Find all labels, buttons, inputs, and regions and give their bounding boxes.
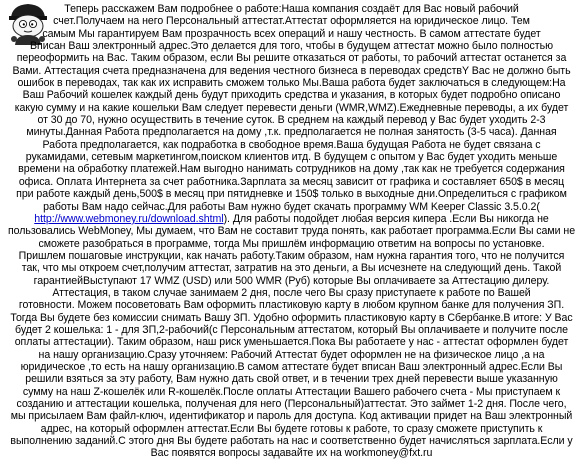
- text-line: будет 2 кошелька: 1 - для ЗП,2-рабочий(с Персональным аттестатом, который Вы оплачиваете и получите после: [15, 323, 568, 336]
- text-line: мы присылаем Вам файл-ключ, идентификатор и пароль для доступа. Код активации придет на Ваш электронный: [10, 410, 573, 423]
- text-line: от 30 до 70, нужно осуществить в течение суток. В среднем на каждый перевод у Вас будет уходить 2-3: [37, 114, 546, 127]
- text-line: Тогда Вы будете без комиссии снимать Вашу ЗП. Удобно оформить пластиковую карту в Сбербанке.В итоге: У Вас: [10, 311, 573, 324]
- text-line: Работа предполагается, как подработка в свободное время.Ваша будущая Работа не будет связана с: [42, 138, 541, 151]
- text-line: офиса. Оплата Интернета за счет работника.Зарплата за месяц зависит от графика и составляет 650$ в месяц: [18, 175, 565, 188]
- text-line: на нашу организацию.Сразу уточняем: Рабочий Аттестат будет оформлен не на физическое лицо ,а на: [38, 348, 545, 361]
- text-line: Пришлем пошаговые инструкции, как начать работу.Таким образом, нам нужна гарантия того, что не получится: [18, 249, 565, 262]
- text-line: сумму на наш Z-кошелёк или R-кошелёк.После оплаты Аттестации Вашего рабочего счета - Мы приступаем к: [22, 385, 561, 398]
- text-line: Вписан Ваш электронный адрес.Это делается для того, чтобы в будущем аттестат можно было полностью: [30, 40, 553, 53]
- text-line: юридическое ,то есть на нашу организацию.В самом аттестате будет вписан Ваш электронный адрес.Если Вы: [20, 360, 563, 373]
- text-line: Теперь расскажем Вам подробнее о работе:Наша компания создаёт для Вас новый рабочий: [64, 3, 519, 15]
- text-line: сможете разобраться в программе, тогда Мы пришлём информацию ответим на вопросы по установке.: [38, 237, 545, 250]
- text-line: Вами. Аттестация счета предназначена для ведения честного бизнеса в переводах средствY Вас не должно быть: [12, 64, 571, 77]
- text-line: готовности. Можем посоветовать Вам оформить пластиковую карту в любом крупном банке для получения ЗП.: [18, 299, 565, 312]
- text-line: пользовались WebMoney, Мы думаем, что Вам не составит труда понять, как работает программа.Если Вы сами не: [7, 225, 576, 238]
- text-line: минуты.Данная Работа предполагается на дому ,т.к. предполагается не полная занятость (3-5 часа). Данная: [26, 126, 557, 139]
- text-line: переоформить на Вас. Таким образом, если Вы решите отказаться от работы, то рабочий аттестат останется за: [16, 52, 567, 65]
- text-line: выполнению заданий.С этого дня Вы будете работать на нас и соответственно будет начисляться зарплата.Если у: [10, 435, 573, 448]
- text-line: гарантиейВыступают 17 WMZ (USD) или 500 WMR (Руб) которые Вы оплачиваете за Аттестацию дилеру.: [33, 274, 550, 287]
- text-line: Вас появятся вопросы задавайте их на workmoney@fxt.ru: [150, 447, 433, 460]
- text-line: Ваш Рабочий кошелек каждый день будут приходить средства и указания, в которых будет подробно описано: [22, 89, 561, 102]
- text-line: какую сумму и на какие кошельки Вам следует перевести деньги (WMR,WMZ).Ежедневные переводы, а их будет: [14, 101, 569, 114]
- text-line: Аттестация, в таком случае занимаем 2 дня, после чего Вы сразу приступаете к работе по Вашей: [52, 286, 531, 299]
- text-line: ошибок в переводах, так как их исправить сможем только Мы.Ваша работа будет заключаться в следующем:На: [17, 77, 566, 90]
- text-line: ). Для работы подойдет любая версия кипера .Если Вы никогда не: [223, 212, 549, 225]
- article-text: [2, 3, 581, 460]
- webmoney-download-link[interactable]: http://www.webmoney.ru/download.shtml: [34, 212, 224, 225]
- text-line: работы Вам надо сейчас.Для работы Вам нужно будет скачать программу WM Keeper Classic 3.5.0.2(: [43, 200, 540, 213]
- text-line: времени на обработку платежей.Нам выгодно нанимать сотрудников на дому ,так как не требуется содержания: [18, 163, 565, 176]
- text-line: адрес, на который оформлен аттестат.Если Вы будете готовы к работе, то сразу сможете приступить к: [40, 422, 543, 435]
- text-line: счет.Получаем на него Персональный аттестат.Аттестат оформляется на юридическое лицо. Тем: [53, 15, 530, 28]
- text-line: рукамидами, сетевым маркетингом,поиском клиентов итд. В будущем с опытом у Вас будет уходить меньше: [25, 151, 558, 164]
- text-line: так, что мы откроем счет,получим аттестат, затратив на это деньги, а Вы исчезнете на следующий день. Такой: [21, 262, 562, 275]
- text-line: самым Мы гарантируем Вам прозрачность всех операций и нашу честность. В самом аттестате будет: [42, 27, 541, 40]
- text-line: созданию и аттестации кошелька, полученая для него (Персональный)аттестат. Это займет 1-2 дня. После чего,: [16, 398, 567, 410]
- text-line: решили взяться за эту работу, Вам нужно дать свой ответ, и в течении трех дней перевести выше указанную: [25, 373, 558, 386]
- text-line: оплаты аттестации). Таким образом, наш риск уменьшается.Пока Вы работаете у нас - аттестат оформлен будет: [14, 336, 569, 349]
- text-line: при работе каждый день,500$ в месяц при пятидневке и 150$ только в выходные дни.Определиться с графиком: [16, 188, 567, 201]
